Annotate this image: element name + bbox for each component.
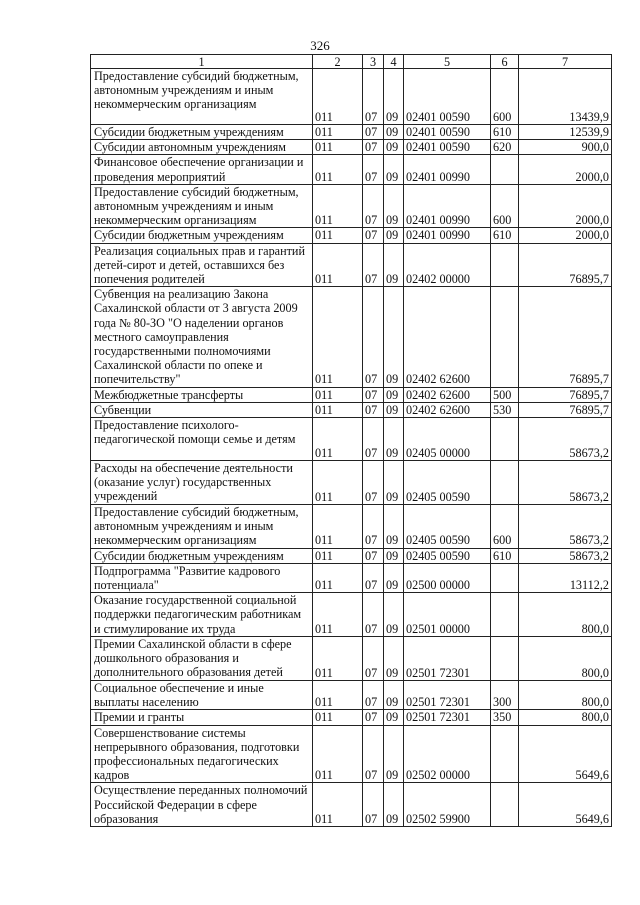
page-number: 326 <box>310 38 330 53</box>
row-amount: 2000,0 <box>519 228 612 243</box>
table-row <box>91 680 612 709</box>
row-code-admin: 011 <box>313 418 363 461</box>
row-code-expense-type <box>491 155 519 184</box>
row-name: Подпрограмма "Развитие кадрового потенциала" <box>91 563 313 592</box>
row-code-expense-type: 600 <box>491 184 519 228</box>
row-name: Субсидии бюджетным учреждениям <box>91 125 313 140</box>
row-code-admin: 011 <box>313 402 363 417</box>
header-col-1: 1 <box>91 55 313 69</box>
row-code-expense-type: 530 <box>491 402 519 417</box>
header-row <box>91 55 612 69</box>
row-code-target: 02401 00590 <box>404 69 491 125</box>
row-code-admin: 011 <box>313 387 363 402</box>
row-code-subsection: 09 <box>384 563 404 592</box>
header-col-3: 3 <box>363 55 384 69</box>
row-code-expense-type: 610 <box>491 228 519 243</box>
row-code-expense-type: 500 <box>491 387 519 402</box>
row-code-admin: 011 <box>313 725 363 783</box>
row-code-subsection: 09 <box>384 140 404 155</box>
row-name: Субсидии бюджетным учреждениям <box>91 228 313 243</box>
table-row <box>91 155 612 184</box>
row-code-admin: 011 <box>313 461 363 505</box>
row-code-section: 07 <box>363 125 384 140</box>
table-row <box>91 636 612 680</box>
row-code-admin: 011 <box>313 710 363 725</box>
row-amount: 5649,6 <box>519 783 612 827</box>
row-code-target: 02401 00590 <box>404 125 491 140</box>
row-code-target: 02402 62600 <box>404 402 491 417</box>
table-row <box>91 69 612 125</box>
table-row <box>91 783 612 827</box>
row-code-admin: 011 <box>313 505 363 549</box>
row-code-subsection: 09 <box>384 783 404 827</box>
row-code-subsection: 09 <box>384 69 404 125</box>
row-code-subsection: 09 <box>384 125 404 140</box>
header-col-4: 4 <box>384 55 404 69</box>
row-code-target: 02401 00590 <box>404 140 491 155</box>
row-name: Предоставление субсидий бюджетным, автономным учреждениям и иным некоммерческим организациям <box>91 69 313 125</box>
row-code-section: 07 <box>363 228 384 243</box>
row-code-subsection: 09 <box>384 680 404 709</box>
row-name: Субсидии автономным учреждениям <box>91 140 313 155</box>
row-code-target: 02402 62600 <box>404 287 491 387</box>
row-code-admin: 011 <box>313 783 363 827</box>
row-code-section: 07 <box>363 725 384 783</box>
row-name: Расходы на обеспечение деятельности (оказание услуг) государственных учреждений <box>91 461 313 505</box>
row-code-admin: 011 <box>313 548 363 563</box>
row-name: Межбюджетные трансферты <box>91 387 313 402</box>
table-row <box>91 140 612 155</box>
table-row <box>91 402 612 417</box>
row-code-admin: 011 <box>313 636 363 680</box>
row-amount: 76895,7 <box>519 243 612 287</box>
row-code-admin: 011 <box>313 243 363 287</box>
row-name: Субвенции <box>91 402 313 417</box>
row-code-target: 02501 72301 <box>404 636 491 680</box>
table-row <box>91 228 612 243</box>
row-code-expense-type: 600 <box>491 69 519 125</box>
row-code-expense-type <box>491 461 519 505</box>
row-code-expense-type: 610 <box>491 125 519 140</box>
header-col-2: 2 <box>313 55 363 69</box>
row-code-section: 07 <box>363 783 384 827</box>
row-code-subsection: 09 <box>384 387 404 402</box>
row-amount: 13439,9 <box>519 69 612 125</box>
row-name: Предоставление психолого-педагогической помощи семье и детям <box>91 418 313 461</box>
row-code-expense-type <box>491 725 519 783</box>
row-amount: 76895,7 <box>519 402 612 417</box>
row-code-expense-type <box>491 563 519 592</box>
row-code-subsection: 09 <box>384 228 404 243</box>
table-row <box>91 710 612 725</box>
table-row <box>91 725 612 783</box>
row-code-section: 07 <box>363 140 384 155</box>
row-code-admin: 011 <box>313 593 363 637</box>
row-code-admin: 011 <box>313 125 363 140</box>
row-amount: 900,0 <box>519 140 612 155</box>
row-code-target: 02405 00590 <box>404 548 491 563</box>
row-amount: 58673,2 <box>519 418 612 461</box>
header-col-7: 7 <box>519 55 612 69</box>
row-code-target: 02402 00000 <box>404 243 491 287</box>
row-code-target: 02501 72301 <box>404 710 491 725</box>
table-row <box>91 505 612 549</box>
row-code-subsection: 09 <box>384 505 404 549</box>
row-code-section: 07 <box>363 243 384 287</box>
row-name: Реализация социальных прав и гарантий детей-сирот и детей, оставшихся без попечения родителей <box>91 243 313 287</box>
table-row <box>91 125 612 140</box>
table-row <box>91 563 612 592</box>
row-code-section: 07 <box>363 563 384 592</box>
row-code-admin: 011 <box>313 287 363 387</box>
table-row <box>91 461 612 505</box>
table-row <box>91 548 612 563</box>
row-name: Финансовое обеспечение организации и проведения мероприятий <box>91 155 313 184</box>
row-code-target: 02401 00990 <box>404 228 491 243</box>
header-col-6: 6 <box>491 55 519 69</box>
row-code-target: 02502 59900 <box>404 783 491 827</box>
table-row <box>91 418 612 461</box>
row-code-section: 07 <box>363 636 384 680</box>
row-code-expense-type: 610 <box>491 548 519 563</box>
row-name: Премии Сахалинской области в сфере дошкольного образования и дополнительного образования детей <box>91 636 313 680</box>
row-amount: 76895,7 <box>519 287 612 387</box>
row-code-section: 07 <box>363 69 384 125</box>
table-row <box>91 387 612 402</box>
row-amount: 800,0 <box>519 710 612 725</box>
table-row <box>91 184 612 228</box>
row-code-admin: 011 <box>313 563 363 592</box>
row-name: Предоставление субсидий бюджетным, автономным учреждениям и иным некоммерческим организациям <box>91 505 313 549</box>
row-code-admin: 011 <box>313 140 363 155</box>
row-code-section: 07 <box>363 505 384 549</box>
row-code-subsection: 09 <box>384 593 404 637</box>
row-amount: 58673,2 <box>519 461 612 505</box>
row-code-expense-type <box>491 243 519 287</box>
row-code-target: 02501 72301 <box>404 680 491 709</box>
row-code-expense-type: 620 <box>491 140 519 155</box>
row-code-subsection: 09 <box>384 725 404 783</box>
row-code-target: 02405 00590 <box>404 505 491 549</box>
row-code-expense-type <box>491 783 519 827</box>
row-code-admin: 011 <box>313 228 363 243</box>
row-code-target: 02502 00000 <box>404 725 491 783</box>
row-amount: 800,0 <box>519 636 612 680</box>
row-code-subsection: 09 <box>384 461 404 505</box>
row-code-expense-type: 600 <box>491 505 519 549</box>
row-code-target: 02405 00590 <box>404 461 491 505</box>
row-code-section: 07 <box>363 710 384 725</box>
row-code-target: 02405 00000 <box>404 418 491 461</box>
row-name: Оказание государственной социальной поддержки педагогическим работникам и стимулирование их труда <box>91 593 313 637</box>
row-code-section: 07 <box>363 461 384 505</box>
row-name: Совершенствование системы непрерывного образования, подготовки профессиональных педагогических кадров <box>91 725 313 783</box>
row-name: Субвенция на реализацию Закона Сахалинской области от 3 августа 2009 года № 80-ЗО "О наделении органов местного самоуправления государственными полномочиями Сахалинской области по опеке и попечительству" <box>91 287 313 387</box>
row-code-target: 02501 00000 <box>404 593 491 637</box>
row-code-subsection: 09 <box>384 402 404 417</box>
row-amount: 12539,9 <box>519 125 612 140</box>
row-code-admin: 011 <box>313 155 363 184</box>
row-amount: 2000,0 <box>519 184 612 228</box>
row-name: Осуществление переданных полномочий Российской Федерации в сфере образования <box>91 783 313 827</box>
row-code-section: 07 <box>363 418 384 461</box>
table-row <box>91 593 612 637</box>
row-code-subsection: 09 <box>384 710 404 725</box>
row-amount: 58673,2 <box>519 548 612 563</box>
row-code-section: 07 <box>363 548 384 563</box>
row-code-expense-type <box>491 593 519 637</box>
row-amount: 5649,6 <box>519 725 612 783</box>
row-code-admin: 011 <box>313 680 363 709</box>
row-name: Премии и гранты <box>91 710 313 725</box>
row-code-section: 07 <box>363 287 384 387</box>
row-amount: 800,0 <box>519 680 612 709</box>
row-name: Субсидии бюджетным учреждениям <box>91 548 313 563</box>
row-code-expense-type <box>491 287 519 387</box>
row-code-subsection: 09 <box>384 548 404 563</box>
row-code-admin: 011 <box>313 184 363 228</box>
table-row <box>91 287 612 387</box>
row-code-subsection: 09 <box>384 184 404 228</box>
row-code-target: 02401 00990 <box>404 184 491 228</box>
row-code-target: 02401 00990 <box>404 155 491 184</box>
row-amount: 2000,0 <box>519 155 612 184</box>
budget-table <box>90 54 612 827</box>
row-code-subsection: 09 <box>384 243 404 287</box>
row-name: Социальное обеспечение и иные выплаты населению <box>91 680 313 709</box>
row-code-section: 07 <box>363 593 384 637</box>
header-col-5: 5 <box>404 55 491 69</box>
row-code-target: 02500 00000 <box>404 563 491 592</box>
row-code-section: 07 <box>363 184 384 228</box>
row-amount: 58673,2 <box>519 505 612 549</box>
row-code-admin: 011 <box>313 69 363 125</box>
row-code-subsection: 09 <box>384 287 404 387</box>
row-code-subsection: 09 <box>384 418 404 461</box>
table-row <box>91 243 612 287</box>
row-amount: 800,0 <box>519 593 612 637</box>
row-name: Предоставление субсидий бюджетным, автономным учреждениям и иным некоммерческим организациям <box>91 184 313 228</box>
row-code-target: 02402 62600 <box>404 387 491 402</box>
row-code-expense-type: 300 <box>491 680 519 709</box>
row-code-section: 07 <box>363 680 384 709</box>
row-code-expense-type <box>491 636 519 680</box>
row-code-section: 07 <box>363 402 384 417</box>
row-code-section: 07 <box>363 155 384 184</box>
row-code-section: 07 <box>363 387 384 402</box>
row-code-subsection: 09 <box>384 155 404 184</box>
row-amount: 13112,2 <box>519 563 612 592</box>
row-amount: 76895,7 <box>519 387 612 402</box>
row-code-subsection: 09 <box>384 636 404 680</box>
row-code-expense-type: 350 <box>491 710 519 725</box>
row-code-expense-type <box>491 418 519 461</box>
